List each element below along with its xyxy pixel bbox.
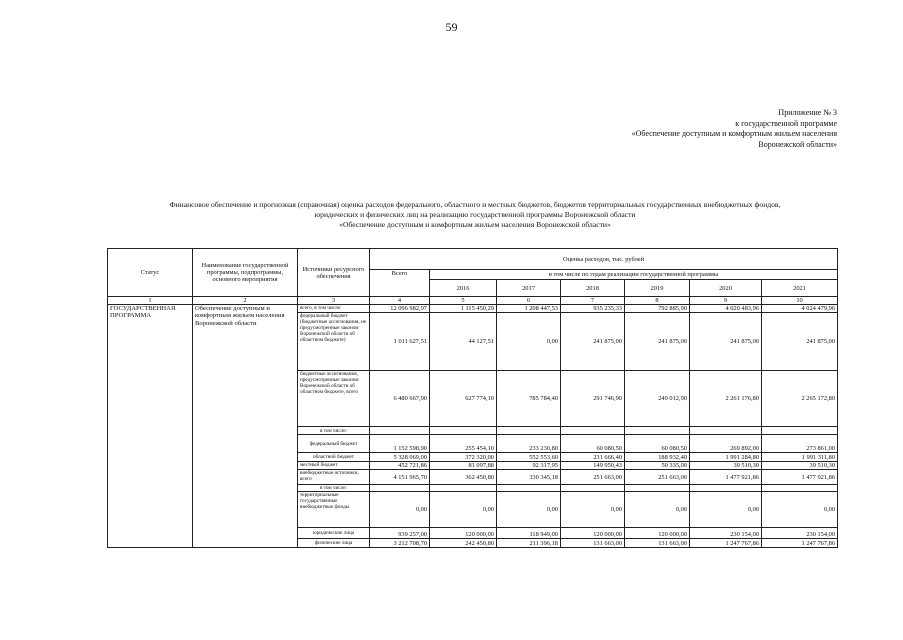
value-cell: 1 152 598,90: [370, 435, 430, 453]
header-year: 2021: [762, 280, 838, 297]
source-cell: в том числе:: [298, 485, 370, 492]
source-cell: областной бюджет: [298, 453, 370, 462]
value-cell: 241 875,00: [561, 313, 625, 371]
header-status: Статус: [108, 249, 193, 297]
header-year: 2016: [430, 280, 497, 297]
value-cell: [762, 427, 838, 435]
value-cell: 12 096 982,97: [370, 305, 430, 313]
value-cell: 1 208 447,53: [497, 305, 561, 313]
value-cell: 39 510,30: [690, 462, 762, 470]
source-cell: внебюджетные источники, всего: [298, 470, 370, 485]
value-cell: 92 317,95: [497, 462, 561, 470]
column-number: 10: [762, 297, 838, 305]
value-cell: 6 480 667,90: [370, 371, 430, 427]
value-cell: [625, 427, 690, 435]
value-cell: 362 450,80: [430, 470, 497, 485]
column-number: 5: [430, 297, 497, 305]
source-cell: юридические лица: [298, 528, 370, 539]
value-cell: 4 020 483,96: [690, 305, 762, 313]
value-cell: [690, 427, 762, 435]
value-cell: [561, 427, 625, 435]
value-cell: 269 892,00: [690, 435, 762, 453]
value-cell: 2 265 172,80: [762, 371, 838, 427]
value-cell: [690, 485, 762, 492]
value-cell: [762, 485, 838, 492]
value-cell: 0,00: [561, 492, 625, 528]
value-cell: 211 396,18: [497, 539, 561, 548]
value-cell: 131 663,00: [625, 539, 690, 548]
value-cell: 0,00: [497, 492, 561, 528]
value-cell: 0,00: [370, 492, 430, 528]
column-number: 1: [108, 297, 193, 305]
value-cell: 230 154,00: [762, 528, 838, 539]
value-cell: 233 230,80: [497, 435, 561, 453]
value-cell: 1 477 921,86: [762, 470, 838, 485]
table-row: [108, 305, 838, 313]
source-cell: физические лица: [298, 539, 370, 548]
appendix-line: Приложение № 3: [778, 108, 837, 117]
value-cell: 1 247 767,86: [762, 539, 838, 548]
value-cell: 0,00: [762, 492, 838, 528]
value-cell: 60 080,50: [625, 435, 690, 453]
value-cell: 1 991 284,80: [690, 453, 762, 462]
value-cell: 120 000,00: [625, 528, 690, 539]
column-number: 6: [497, 297, 561, 305]
header-sources: Источники ресурсного обеспечения: [298, 249, 370, 297]
value-cell: 251 663,00: [561, 470, 625, 485]
value-cell: 241 875,00: [762, 313, 838, 371]
value-cell: 44 127,51: [430, 313, 497, 371]
value-cell: 552 553,60: [497, 453, 561, 462]
source-cell: федеральный бюджет: [298, 435, 370, 453]
status-cell: ГОСУДАРСТВЕННАЯ ПРОГРАММА: [108, 305, 193, 548]
value-cell: 935 235,33: [561, 305, 625, 313]
program-name-cell: Обеспечение доступным и комфортным жильем населения Воронежской области: [193, 305, 298, 548]
column-number: 7: [561, 297, 625, 305]
value-cell: 4 151 965,70: [370, 470, 430, 485]
document-title: [100, 200, 850, 230]
value-cell: 1 477 921,86: [690, 470, 762, 485]
value-cell: 3 212 708,70: [370, 539, 430, 548]
value-cell: 242 450,80: [430, 539, 497, 548]
value-cell: 249 012,90: [625, 371, 690, 427]
header-year: 2018: [561, 280, 625, 297]
header-program-name: Наименование государственной программы, подпрограммы, основного мероприятия: [193, 249, 298, 297]
value-cell: 1 011 627,51: [370, 313, 430, 371]
title-line: Финансовое обеспечение и прогнозная (справочная) оценка расходов федерального, областного и местных бюджетов, бюджетов территориальных государственных внебюджетных фондов,: [169, 200, 781, 209]
financing-table: [107, 248, 838, 548]
column-number: 8: [625, 297, 690, 305]
column-number: 2: [193, 297, 298, 305]
header-year: 2017: [497, 280, 561, 297]
value-cell: [497, 485, 561, 492]
source-cell: бюджетные ассигнования, предусмотренные законом Воронежской области об областном бюджете, всего: [298, 371, 370, 427]
header-by-years: в том числе по годам реализации государственной программы: [430, 270, 838, 280]
value-cell: 231 666,40: [561, 453, 625, 462]
value-cell: 785 784,40: [497, 371, 561, 427]
value-cell: 241 875,00: [690, 313, 762, 371]
appendix-line: «Обеспечение доступным и комфортным жильем населения: [631, 129, 837, 138]
value-cell: 1 115 450,29: [430, 305, 497, 313]
value-cell: 627 774,10: [430, 371, 497, 427]
value-cell: 120 000,00: [430, 528, 497, 539]
header-total: Всего: [370, 270, 430, 297]
value-cell: 2 261 176,80: [690, 371, 762, 427]
value-cell: 273 861,00: [762, 435, 838, 453]
value-cell: 0,00: [497, 313, 561, 371]
value-cell: 0,00: [690, 492, 762, 528]
value-cell: 291 746,90: [561, 371, 625, 427]
title-line: «Обеспечение доступным и комфортным жильем населения Воронежской области»: [339, 220, 611, 229]
value-cell: [370, 427, 430, 435]
value-cell: 0,00: [625, 492, 690, 528]
header-year: 2019: [625, 280, 690, 297]
value-cell: [497, 427, 561, 435]
value-cell: 1 247 767,86: [690, 539, 762, 548]
appendix-line: к государственной программе: [735, 118, 837, 128]
value-cell: [561, 485, 625, 492]
column-number: 3: [298, 297, 370, 305]
value-cell: 255 454,10: [430, 435, 497, 453]
column-number: 9: [690, 297, 762, 305]
value-cell: 39 510,30: [762, 462, 838, 470]
value-cell: 188 932,40: [625, 453, 690, 462]
value-cell: 330 345,18: [497, 470, 561, 485]
source-cell: федеральный бюджет (бюджетные ассигнования, не предусмотренные законом Воронежской области об областном бюджете): [298, 313, 370, 371]
value-cell: 81 097,88: [430, 462, 497, 470]
value-cell: 1 991 311,80: [762, 453, 838, 462]
column-number: 4: [370, 297, 430, 305]
value-cell: [625, 485, 690, 492]
value-cell: 251 663,00: [625, 470, 690, 485]
value-cell: [430, 485, 497, 492]
title-line: юридических и физических лиц на реализацию государственной программы Воронежской области: [314, 210, 636, 219]
value-cell: 452 721,86: [370, 462, 430, 470]
appendix-line: Воронежской области»: [758, 139, 837, 149]
page-number: 59: [445, 20, 458, 34]
header-year: 2020: [690, 280, 762, 297]
value-cell: 792 885,90: [625, 305, 690, 313]
appendix-note: [632, 108, 837, 150]
source-cell: местный бюджет: [298, 462, 370, 470]
value-cell: [430, 427, 497, 435]
header-estimate: Оценка расходов, тыс. рублей: [370, 249, 838, 270]
value-cell: 131 663,00: [561, 539, 625, 548]
value-cell: 50 335,00: [625, 462, 690, 470]
source-cell: в том числе:: [298, 427, 370, 435]
value-cell: 118 949,00: [497, 528, 561, 539]
value-cell: 60 080,50: [561, 435, 625, 453]
value-cell: 4 024 479,96: [762, 305, 838, 313]
source-cell: всего, в том числе:: [298, 305, 370, 313]
value-cell: 372 320,00: [430, 453, 497, 462]
value-cell: 0,00: [430, 492, 497, 528]
value-cell: 230 154,00: [690, 528, 762, 539]
value-cell: 5 328 069,00: [370, 453, 430, 462]
value-cell: 149 950,43: [561, 462, 625, 470]
source-cell: территориальные государственные внебюджетные фонды: [298, 492, 370, 528]
value-cell: 939 257,00: [370, 528, 430, 539]
value-cell: 120 000,00: [561, 528, 625, 539]
value-cell: [370, 485, 430, 492]
value-cell: 241 875,00: [625, 313, 690, 371]
